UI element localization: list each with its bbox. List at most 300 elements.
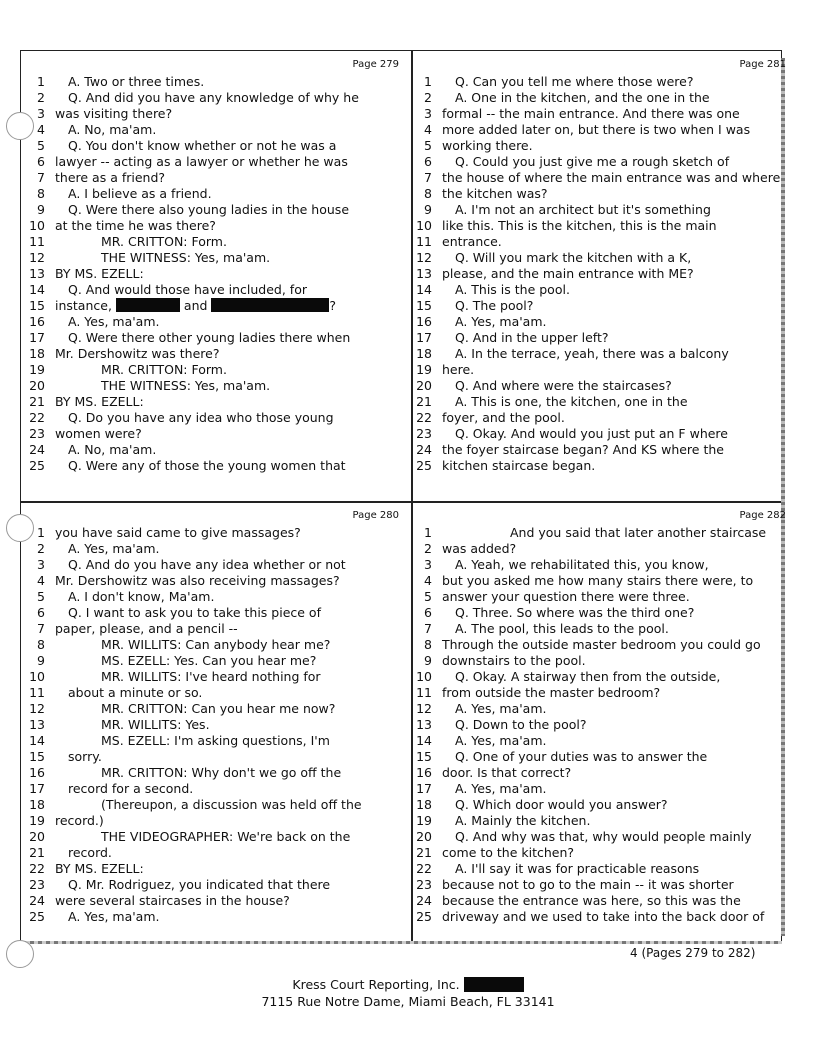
transcript-line: [29, 637, 399, 653]
transcript-line: [29, 733, 399, 749]
line-number: 5: [37, 589, 45, 604]
transcript-line: [29, 202, 399, 218]
transcript-line: [416, 541, 786, 557]
line-text-segment: ?: [329, 298, 337, 313]
line-text: MR. CRITTON: Form.: [101, 362, 227, 377]
line-number: 25: [416, 458, 432, 473]
line-number: 16: [416, 314, 432, 329]
line-text: at the time he was there?: [55, 218, 216, 233]
line-number: 14: [29, 733, 45, 748]
transcript-line: [29, 154, 399, 170]
line-number: 10: [29, 218, 45, 233]
transcript-line: [416, 781, 786, 797]
transcript-line: [416, 797, 786, 813]
line-number: 3: [424, 106, 432, 121]
line-number: 14: [416, 282, 432, 297]
line-text: THE VIDEOGRAPHER: We're back on the: [101, 829, 351, 844]
line-number: 7: [37, 170, 45, 185]
transcript-line: [416, 909, 786, 925]
transcript-line: [29, 845, 399, 861]
line-text: A. Yes, ma'am.: [455, 701, 547, 716]
page-number-label: Page 280: [352, 510, 399, 521]
line-text: Q. Can you tell me where those were?: [455, 74, 694, 89]
transcript-line: [29, 410, 399, 426]
line-text: A. This is the pool.: [455, 282, 570, 297]
scan-bottom-shading: [22, 941, 782, 944]
line-number: 15: [416, 298, 432, 313]
line-text: Q. And did you have any knowledge of why he: [68, 90, 359, 105]
line-number: 12: [29, 250, 45, 265]
transcript-page-280: [29, 509, 399, 925]
transcript-line: [416, 861, 786, 877]
transcript-line: [416, 701, 786, 717]
line-number: 15: [416, 749, 432, 764]
line-text: THE WITNESS: Yes, ma'am.: [101, 378, 271, 393]
transcript-line: [416, 378, 786, 394]
line-text: A. In the terrace, yeah, there was a balcony: [455, 346, 729, 361]
transcript-line: [416, 605, 786, 621]
line-text: A. I'll say it was for practicable reasons: [455, 861, 700, 876]
line-text: there as a friend?: [55, 170, 166, 185]
transcript-line: [29, 138, 399, 154]
line-text: because the entrance was here, so this was the: [442, 893, 741, 908]
transcript-line: [29, 669, 399, 685]
line-number: 25: [416, 909, 432, 924]
line-text: Q. Which door would you answer?: [455, 797, 668, 812]
transcript-line: [416, 637, 786, 653]
transcript-line: [29, 621, 399, 637]
transcript-page-281: [416, 58, 786, 474]
line-number: 22: [416, 410, 432, 425]
line-text: BY MS. EZELL:: [55, 861, 144, 876]
transcript-line: [29, 378, 399, 394]
transcript-line: [416, 90, 786, 106]
transcript-line: [416, 589, 786, 605]
transcript-line: [29, 813, 399, 829]
transcript-line: [416, 877, 786, 893]
line-text: Q. Were any of those the young women that: [68, 458, 346, 473]
transcript-line: [29, 605, 399, 621]
transcript-line: [29, 266, 399, 282]
transcript-line: [29, 426, 399, 442]
line-text: the house of where the main entrance was and where: [442, 170, 781, 185]
transcript-line: [416, 525, 786, 541]
line-number: 18: [416, 797, 432, 812]
transcript-line: [29, 781, 399, 797]
line-number: 3: [424, 557, 432, 572]
transcript-line: [416, 765, 786, 781]
line-text: MR. CRITTON: Why don't we go off the: [101, 765, 342, 780]
line-number: 17: [29, 330, 45, 345]
line-number: 22: [416, 861, 432, 876]
line-number: 6: [424, 154, 432, 169]
line-number: 17: [416, 330, 432, 345]
transcript-line: [29, 218, 399, 234]
line-text: foyer, and the pool.: [442, 410, 565, 425]
transcript-line: [29, 394, 399, 410]
line-number: 13: [29, 717, 45, 732]
transcript-line: [29, 250, 399, 266]
line-text: A. I don't know, Ma'am.: [68, 589, 215, 604]
redaction-block: [464, 977, 524, 992]
line-text: Q. And do you have any idea whether or not: [68, 557, 346, 572]
line-text: Mr. Dershowitz was there?: [55, 346, 220, 361]
transcript-line: [416, 122, 786, 138]
line-text: come to the kitchen?: [442, 845, 575, 860]
line-number: 20: [29, 829, 45, 844]
punch-hole: [6, 940, 34, 968]
transcript-line: [416, 573, 786, 589]
transcript-line: [416, 346, 786, 362]
line-number: 24: [416, 442, 432, 457]
line-number: 17: [416, 781, 432, 796]
line-number: 16: [29, 765, 45, 780]
transcript-line: [29, 458, 399, 474]
page-number-label: Page 282: [739, 510, 786, 521]
line-number: 10: [416, 669, 432, 684]
line-text: Q. And in the upper left?: [455, 330, 609, 345]
transcript-line: [29, 74, 399, 90]
line-text: MR. WILLITS: Can anybody hear me?: [101, 637, 331, 652]
transcript-line: [29, 541, 399, 557]
line-text: THE WITNESS: Yes, ma'am.: [101, 250, 271, 265]
transcript-line: [29, 362, 399, 378]
transcript-line: [416, 685, 786, 701]
line-number: 21: [416, 845, 432, 860]
transcript-line: [416, 282, 786, 298]
transcript-line: [29, 442, 399, 458]
line-number: 8: [424, 186, 432, 201]
line-number: 24: [29, 442, 45, 457]
line-text: please, and the main entrance with ME?: [442, 266, 694, 281]
line-number: 11: [29, 685, 45, 700]
line-number: 1: [37, 74, 45, 89]
line-text: more added later on, but there is two when I was: [442, 122, 751, 137]
transcript-line: [29, 234, 399, 250]
line-number: 12: [416, 701, 432, 716]
line-text: Through the outside master bedroom you could go: [442, 637, 761, 652]
line-text: you have said came to give massages?: [55, 525, 301, 540]
transcript-line: [416, 893, 786, 909]
transcript-line: [416, 202, 786, 218]
transcript-line: [29, 749, 399, 765]
line-text: A. One in the kitchen, and the one in the: [455, 90, 710, 105]
transcript-line: [29, 282, 399, 298]
line-number: 15: [29, 298, 45, 313]
transcript-line: [29, 298, 399, 314]
line-number: 9: [424, 653, 432, 668]
line-text: BY MS. EZELL:: [55, 266, 144, 281]
transcript-line: [416, 138, 786, 154]
line-number: 12: [29, 701, 45, 716]
line-number: 9: [424, 202, 432, 217]
line-number: 16: [29, 314, 45, 329]
line-number: 10: [416, 218, 432, 233]
line-text: answer your question there were three.: [442, 589, 690, 604]
transcript-line: [416, 314, 786, 330]
page-number-label: Page 281: [739, 59, 786, 70]
redaction-block: [211, 298, 329, 312]
line-number: 20: [416, 378, 432, 393]
line-number: 6: [424, 605, 432, 620]
line-number: 19: [29, 813, 45, 828]
transcript-line: [416, 653, 786, 669]
line-number: 11: [416, 685, 432, 700]
line-text: but you asked me how many stairs there were, to: [442, 573, 754, 588]
line-number: 6: [37, 154, 45, 169]
transcript-page-282: [416, 509, 786, 925]
transcript-line: [416, 362, 786, 378]
line-text: Q. Do you have any idea who those young: [68, 410, 334, 425]
line-text: MS. EZELL: I'm asking questions, I'm: [101, 733, 330, 748]
line-number: 1: [424, 74, 432, 89]
line-number: 19: [416, 362, 432, 377]
line-text: Q. The pool?: [455, 298, 534, 313]
transcript-line: [416, 186, 786, 202]
line-number: 23: [29, 426, 45, 441]
transcript-line: [29, 893, 399, 909]
line-text: MR. CRITTON: Form.: [101, 234, 227, 249]
line-text: about a minute or so.: [68, 685, 203, 700]
line-text: Mr. Dershowitz was also receiving massages?: [55, 573, 340, 588]
line-number: 14: [29, 282, 45, 297]
line-number: 17: [29, 781, 45, 796]
transcript-line: [416, 170, 786, 186]
line-number: 15: [29, 749, 45, 764]
transcript-line: [29, 186, 399, 202]
line-number: 11: [416, 234, 432, 249]
line-text: BY MS. EZELL:: [55, 394, 144, 409]
transcript-line: [416, 442, 786, 458]
line-text: Q. And where were the staircases?: [455, 378, 672, 393]
line-number: 5: [424, 589, 432, 604]
line-text: A. The pool, this leads to the pool.: [455, 621, 669, 636]
transcript-line: [29, 122, 399, 138]
line-number: 8: [37, 637, 45, 652]
line-number: 21: [416, 394, 432, 409]
transcript-line: [29, 106, 399, 122]
line-number: 10: [29, 669, 45, 684]
line-text: A. I'm not an architect but it's something: [455, 202, 711, 217]
transcript-line: [416, 557, 786, 573]
line-number: 12: [416, 250, 432, 265]
line-text: (Thereupon, a discussion was held off the: [101, 797, 362, 812]
transcript-line: [29, 797, 399, 813]
line-text: Q. One of your duties was to answer the: [455, 749, 708, 764]
transcript-line: [29, 170, 399, 186]
line-text: lawyer -- acting as a lawyer or whether he was: [55, 154, 348, 169]
line-text: Q. Okay. A stairway then from the outside,: [455, 669, 721, 684]
line-number: 23: [416, 877, 432, 892]
line-number: 2: [37, 90, 45, 105]
line-text: paper, please, and a pencil --: [55, 621, 238, 636]
line-text: A. Yes, ma'am.: [455, 781, 547, 796]
line-number: 20: [416, 829, 432, 844]
line-number: 7: [424, 170, 432, 185]
transcript-line: [416, 234, 786, 250]
line-text: A. Yes, ma'am.: [455, 733, 547, 748]
vertical-divider: [411, 51, 413, 941]
line-text: A. Mainly the kitchen.: [455, 813, 591, 828]
line-number: 25: [29, 458, 45, 473]
line-text: MR. WILLITS: I've heard nothing for: [101, 669, 321, 684]
line-text: A. No, ma'am.: [68, 122, 157, 137]
line-text: A. Yes, ma'am.: [68, 909, 160, 924]
page-number-label: Page 279: [352, 59, 399, 70]
line-text: A. Yes, ma'am.: [68, 314, 160, 329]
transcript-line: [416, 410, 786, 426]
line-number: 4: [424, 122, 432, 137]
line-number: 2: [424, 90, 432, 105]
line-number: 13: [416, 717, 432, 732]
transcript-line: [416, 845, 786, 861]
line-text: driveway and we used to take into the back door of: [442, 909, 765, 924]
transcript-line: [29, 829, 399, 845]
line-text: Q. And why was that, why would people mainly: [455, 829, 752, 844]
transcript-line: [29, 525, 399, 541]
line-text: was added?: [442, 541, 517, 556]
transcript-line: [29, 90, 399, 106]
line-text: [55, 298, 336, 314]
transcript-line: [416, 218, 786, 234]
line-text: A. Two or three times.: [68, 74, 205, 89]
line-text: sorry.: [68, 749, 102, 764]
line-text: formal -- the main entrance. And there was one: [442, 106, 740, 121]
transcript-line: [416, 733, 786, 749]
line-text-segment: instance,: [55, 298, 112, 313]
line-text: Q. Okay. And would you just put an F where: [455, 426, 728, 441]
line-text: Q. You don't know whether or not he was a: [68, 138, 337, 153]
transcript-line: [416, 266, 786, 282]
transcript-line: [416, 749, 786, 765]
line-text: A. This is one, the kitchen, one in the: [455, 394, 688, 409]
line-number: 24: [29, 893, 45, 908]
transcript-line: [416, 154, 786, 170]
line-text: A. Yes, ma'am.: [68, 541, 160, 556]
line-number: 23: [416, 426, 432, 441]
transcript-line: [416, 298, 786, 314]
line-number: 14: [416, 733, 432, 748]
transcript-line: [416, 250, 786, 266]
line-number: 2: [37, 541, 45, 556]
line-number: 19: [416, 813, 432, 828]
line-text: MR. WILLITS: Yes.: [101, 717, 210, 732]
line-text-segment: and: [183, 298, 208, 313]
line-number: 21: [29, 845, 45, 860]
line-text: door. Is that correct?: [442, 765, 572, 780]
line-text: from outside the master bedroom?: [442, 685, 661, 700]
line-text: entrance.: [442, 234, 502, 249]
line-text: Q. Were there other young ladies there when: [68, 330, 351, 345]
line-number: 5: [424, 138, 432, 153]
footer-company: [0, 977, 816, 992]
transcript-line: [416, 394, 786, 410]
line-number: 23: [29, 877, 45, 892]
line-text: kitchen staircase began.: [442, 458, 596, 473]
line-text: Q. Three. So where was the third one?: [455, 605, 695, 620]
transcript-line: [416, 74, 786, 90]
transcript-line: [416, 669, 786, 685]
line-text: Q. Were there also young ladies in the house: [68, 202, 350, 217]
line-text: the foyer staircase began? And KS where the: [442, 442, 724, 457]
transcript-line: [416, 106, 786, 122]
transcript-line: [29, 877, 399, 893]
transcript-line: [416, 621, 786, 637]
transcript-line: [29, 765, 399, 781]
line-number: 13: [416, 266, 432, 281]
transcript-line: [416, 330, 786, 346]
line-number: 7: [37, 621, 45, 636]
line-text: the kitchen was?: [442, 186, 548, 201]
horizontal-divider: [21, 501, 781, 503]
transcript-line: [416, 813, 786, 829]
line-number: 8: [424, 637, 432, 652]
page-range-label: 4 (Pages 279 to 282): [630, 946, 756, 960]
footer-company-name: Kress Court Reporting, Inc.: [292, 977, 460, 992]
line-text: A. Yeah, we rehabilitated this, you know,: [455, 557, 709, 572]
line-text: And you said that later another staircase: [510, 525, 767, 540]
line-number: 9: [37, 202, 45, 217]
line-number: 18: [29, 797, 45, 812]
transcript-line: [29, 573, 399, 589]
line-number: 9: [37, 653, 45, 668]
line-number: 5: [37, 138, 45, 153]
line-number: 16: [416, 765, 432, 780]
transcript-line: [29, 589, 399, 605]
line-text: women were?: [55, 426, 142, 441]
line-text: downstairs to the pool.: [442, 653, 586, 668]
line-number: 3: [37, 106, 45, 121]
line-text: record for a second.: [68, 781, 194, 796]
transcript-line: [416, 829, 786, 845]
line-text: MR. CRITTON: Can you hear me now?: [101, 701, 336, 716]
line-text: were several staircases in the house?: [55, 893, 290, 908]
transcript-line: [29, 861, 399, 877]
line-text: working there.: [442, 138, 533, 153]
transcript-line: [29, 685, 399, 701]
line-text: A. I believe as a friend.: [68, 186, 212, 201]
transcript-line: [416, 426, 786, 442]
line-text: record.): [55, 813, 104, 828]
line-number: 18: [416, 346, 432, 361]
transcript-line: [29, 314, 399, 330]
line-number: 11: [29, 234, 45, 249]
transcript-line: [29, 557, 399, 573]
redaction-block: [116, 298, 180, 312]
line-text: was visiting there?: [55, 106, 173, 121]
line-text: Q. Mr. Rodriguez, you indicated that there: [68, 877, 331, 892]
transcript-line: [29, 346, 399, 362]
line-number: 2: [424, 541, 432, 556]
transcript-page-279: [29, 58, 399, 474]
line-text: Q. Could you just give me a rough sketch of: [455, 154, 730, 169]
line-text: Q. And would those have included, for: [68, 282, 307, 297]
line-number: 22: [29, 410, 45, 425]
line-text: A. Yes, ma'am.: [455, 314, 547, 329]
line-number: 19: [29, 362, 45, 377]
transcript-line: [416, 717, 786, 733]
transcript-line: [29, 909, 399, 925]
transcript-line: [29, 330, 399, 346]
line-number: 25: [29, 909, 45, 924]
line-text: Q. I want to ask you to take this piece of: [68, 605, 321, 620]
line-text: MS. EZELL: Yes. Can you hear me?: [101, 653, 317, 668]
line-text: here.: [442, 362, 475, 377]
line-number: 13: [29, 266, 45, 281]
line-text: Q. Down to the pool?: [455, 717, 587, 732]
line-number: 8: [37, 186, 45, 201]
line-number: 4: [37, 573, 45, 588]
